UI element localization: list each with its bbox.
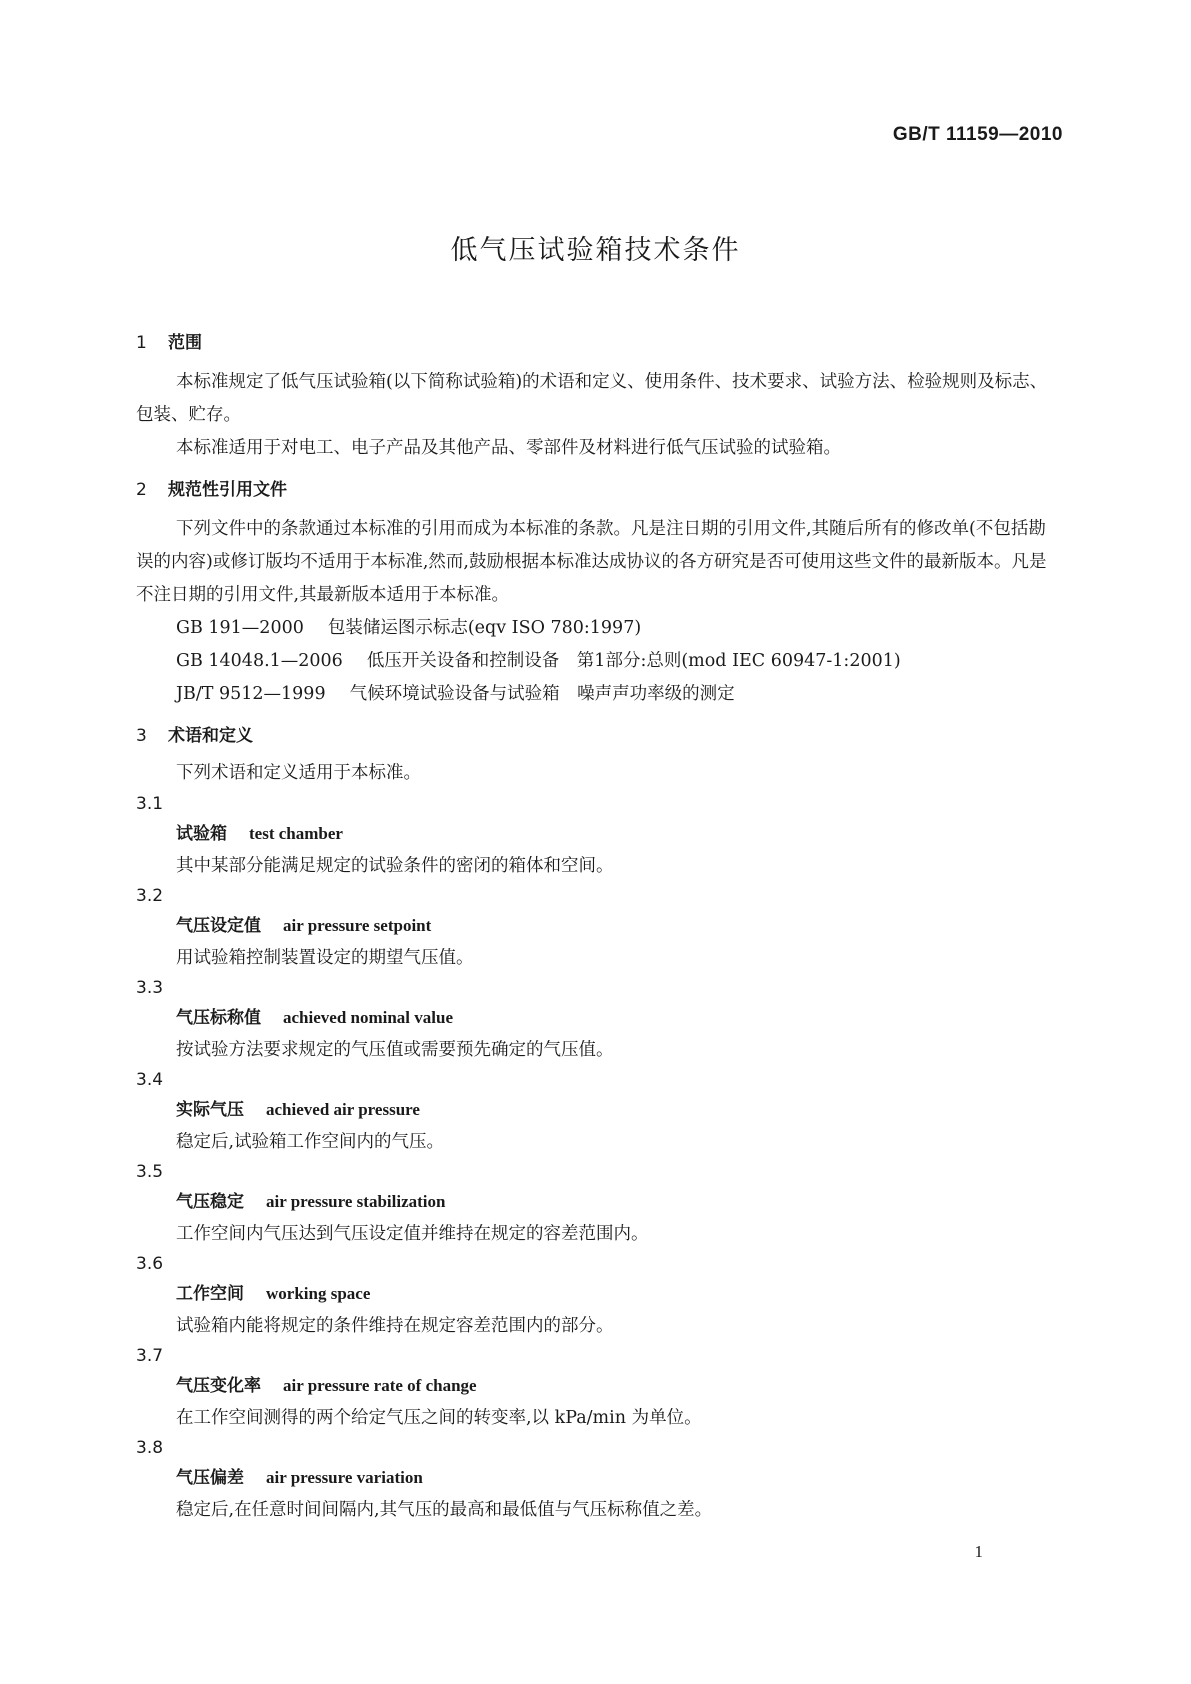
term-en: achieved air pressure: [266, 1100, 420, 1119]
section-number: 1: [136, 333, 147, 353]
term-entry: [136, 1250, 1056, 1342]
section-heading: [136, 477, 1056, 503]
term-entry: [136, 1342, 1056, 1434]
document-body: [136, 330, 1056, 1526]
section-2: [136, 477, 1056, 711]
term-definition: 稳定后,试验箱工作空间内的气压。: [176, 1132, 445, 1152]
reference-item: [136, 645, 1056, 678]
term-en: air pressure rate of change: [283, 1376, 477, 1395]
term-number: 3.8: [136, 1438, 164, 1458]
term-en: test chamber: [249, 824, 343, 843]
section-number: 2: [136, 480, 147, 500]
document-title: 低气压试验箱技术条件: [450, 235, 741, 266]
term-en: air pressure stabilization: [266, 1192, 446, 1211]
section-heading: [136, 330, 1056, 356]
term-name: [136, 1278, 1056, 1310]
term-entry: [136, 1434, 1056, 1526]
term-zh: 工作空间: [176, 1284, 244, 1304]
term-definition: 用试验箱控制装置设定的期望气压值。: [176, 948, 474, 968]
section-heading: [136, 723, 1056, 749]
paragraph: 下列术语和定义适用于本标准。: [176, 763, 421, 783]
term-definition: 在工作空间测得的两个给定气压之间的转变率,以 kPa/min 为单位。: [176, 1408, 702, 1428]
term-entry: [136, 1158, 1056, 1250]
term-zh: 气压标称值: [176, 1008, 261, 1028]
term-name: [136, 1002, 1056, 1034]
term-name: [136, 1094, 1056, 1126]
term-number: 3.5: [136, 1162, 164, 1182]
term-name: [136, 1370, 1056, 1402]
reference-title: 包装储运图示标志(eqv ISO 780:1997): [327, 618, 642, 638]
term-name: [136, 818, 1056, 850]
section-title: 术语和定义: [168, 726, 253, 746]
term-number: 3.1: [136, 794, 164, 814]
term-entry: [136, 974, 1056, 1066]
reference-code: JB/T 9512—1999: [176, 684, 326, 704]
term-zh: 气压偏差: [176, 1468, 244, 1488]
paragraph: 下列文件中的条款通过本标准的引用而成为本标准的条款。凡是注日期的引用文件,其随后所有的修改单(不包括勘误的内容)或修订版均不适用于本标准,然而,鼓励根据本标准达成协议的各方研究是否可使用这些文件的最新版本。凡是不注日期的引用文件,其最新版本适用于本标准。: [136, 519, 1047, 605]
term-number: 3.4: [136, 1070, 164, 1090]
standard-code: GB/T 11159—2010: [892, 124, 1063, 145]
term-zh: 气压变化率: [176, 1376, 261, 1396]
term-entry: [136, 1066, 1056, 1158]
paragraph: 本标准规定了低气压试验箱(以下简称试验箱)的术语和定义、使用条件、技术要求、试验方法、检验规则及标志、包装、贮存。: [136, 372, 1048, 425]
section-number: 3: [136, 726, 147, 746]
term-number: 3.3: [136, 978, 164, 998]
section-title: 规范性引用文件: [168, 480, 287, 500]
page-number: 1: [974, 1542, 983, 1561]
reference-title: 低压开关设备和控制设备 第1部分:总则(mod IEC 60947-1:2001): [366, 651, 901, 671]
term-zh: 气压设定值: [176, 916, 261, 936]
term-zh: 实际气压: [176, 1100, 244, 1120]
term-entry: [136, 790, 1056, 882]
paragraph: 本标准适用于对电工、电子产品及其他产品、零部件及材料进行低气压试验的试验箱。: [176, 438, 841, 458]
term-name: [136, 910, 1056, 942]
term-definition: 工作空间内气压达到气压设定值并维持在规定的容差范围内。: [176, 1224, 649, 1244]
term-number: 3.7: [136, 1346, 164, 1366]
reference-item: [136, 612, 1056, 645]
term-en: air pressure setpoint: [283, 916, 432, 935]
term-name: [136, 1462, 1056, 1494]
term-definition: 试验箱内能将规定的条件维持在规定容差范围内的部分。: [176, 1316, 614, 1336]
term-en: air pressure variation: [266, 1468, 423, 1487]
term-definition: 其中某部分能满足规定的试验条件的密闭的箱体和空间。: [176, 856, 614, 876]
reference-code: GB 191—2000: [176, 618, 304, 638]
section-3: [136, 723, 1056, 1526]
section-1: [136, 330, 1056, 465]
term-zh: 试验箱: [176, 824, 227, 844]
term-definition: 稳定后,在任意时间间隔内,其气压的最高和最低值与气压标称值之差。: [176, 1500, 713, 1520]
term-number: 3.2: [136, 886, 164, 906]
reference-item: [136, 678, 1056, 711]
term-name: [136, 1186, 1056, 1218]
section-title: 范围: [168, 333, 202, 353]
term-en: working space: [266, 1284, 371, 1303]
term-entry: [136, 882, 1056, 974]
term-definition: 按试验方法要求规定的气压值或需要预先确定的气压值。: [176, 1040, 614, 1060]
reference-title: 气候环境试验设备与试验箱 噪声声功率级的测定: [349, 684, 735, 704]
term-zh: 气压稳定: [176, 1192, 244, 1212]
reference-code: GB 14048.1—2006: [176, 651, 343, 671]
term-en: achieved nominal value: [283, 1008, 454, 1027]
term-number: 3.6: [136, 1254, 164, 1274]
